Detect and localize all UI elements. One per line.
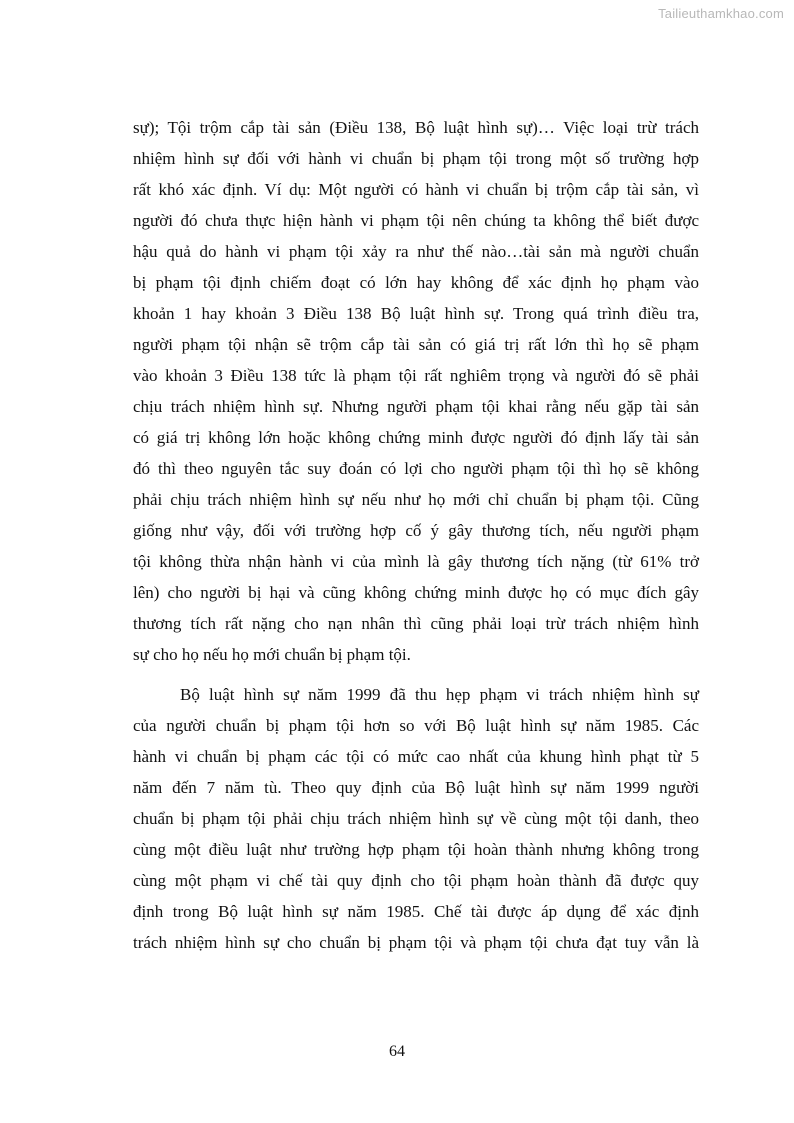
paragraph-1 [133, 112, 699, 670]
text-line: hậu quả do hành vi phạm tội xảy ra như thế nào…tài sản mà người chuẩn [133, 242, 699, 261]
text-line: đó thì theo nguyên tắc suy đoán có lợi cho người phạm tội thì họ sẽ không [133, 459, 699, 478]
text-line: Bộ luật hình sự năm 1999 đã thu hẹp phạm vi trách nhiệm hình sự [180, 685, 699, 704]
text-line: người đó chưa thực hiện hành vi phạm tội nên chúng ta không thể biết được [133, 211, 699, 230]
text-line: định trong Bộ luật hình sự năm 1985. Chế tài được áp dụng để xác định [133, 902, 699, 921]
paragraph-2 [133, 679, 699, 958]
text-line: rất khó xác định. Ví dụ: Một người có hành vi chuẩn bị trộm cắp tài sản, vì [133, 180, 699, 199]
text-line: khoản 1 hay khoản 3 Điều 138 Bộ luật hình sự. Trong quá trình điều tra, [133, 304, 699, 323]
text-line: nhiệm hình sự đối với hành vi chuẩn bị phạm tội trong một số trường hợp [133, 149, 699, 168]
text-line: sự); Tội trộm cắp tài sản (Điều 138, Bộ luật hình sự)… Việc loại trừ trách [133, 118, 699, 137]
text-line: trách nhiệm hình sự cho chuẩn bị phạm tội và phạm tội chưa đạt tuy vẫn là [133, 933, 699, 952]
text-line: lên) cho người bị hại và cũng không chứng minh được họ có mục đích gây [133, 583, 699, 602]
text-line: chịu trách nhiệm hình sự. Nhưng người phạm tội khai rằng nếu gặp tài sản [133, 397, 699, 416]
text-line: cùng một phạm vi chế tài quy định cho tội phạm hoàn thành đã được quy [133, 871, 699, 890]
text-line: chuẩn bị phạm tội phải chịu trách nhiệm hình sự về cùng một tội danh, theo [133, 809, 699, 828]
paragraph-spacing [133, 670, 699, 679]
text-line: vào khoản 3 Điều 138 tức là phạm tội rất nghiêm trọng và người đó sẽ phải [133, 366, 699, 385]
text-line: bị phạm tội định chiếm đoạt có lớn hay không để xác định họ phạm vào [133, 273, 699, 292]
text-line: tội không thừa nhận hành vi của mình là gây thương tích nặng (từ 61% trở [133, 552, 699, 571]
text-line: thương tích rất nặng cho nạn nhân thì cũng phải loại trừ trách nhiệm hình [133, 614, 699, 633]
text-line: hành vi chuẩn bị phạm các tội có mức cao nhất của khung hình phạt từ 5 [133, 747, 699, 766]
text-line: có giá trị không lớn hoặc không chứng minh được người đó định lấy tài sản [133, 428, 699, 447]
text-line: năm đến 7 năm tù. Theo quy định của Bộ luật hình sự năm 1999 người [133, 778, 699, 797]
text-line: cùng một điều luật như trường hợp phạm tội hoàn thành nhưng không trong [133, 840, 699, 859]
text-line: phải chịu trách nhiệm hình sự nếu như họ mới chỉ chuẩn bị phạm tội. Cũng [133, 490, 699, 509]
text-line: của người chuẩn bị phạm tội hơn so với Bộ luật hình sự năm 1985. Các [133, 716, 699, 735]
document-body [133, 112, 699, 958]
page-number: 64 [389, 1043, 405, 1060]
text-line: người phạm tội nhận sẽ trộm cắp tài sản có giá trị rất lớn thì họ sẽ phạm [133, 335, 699, 354]
text-line: sự cho họ nếu họ mới chuẩn bị phạm tội. [133, 645, 411, 664]
text-line: giống như vậy, đối với trường hợp cố ý gây thương tích, nếu người phạm [133, 521, 699, 540]
watermark-text: Tailieuthamkhao.com [658, 6, 784, 21]
